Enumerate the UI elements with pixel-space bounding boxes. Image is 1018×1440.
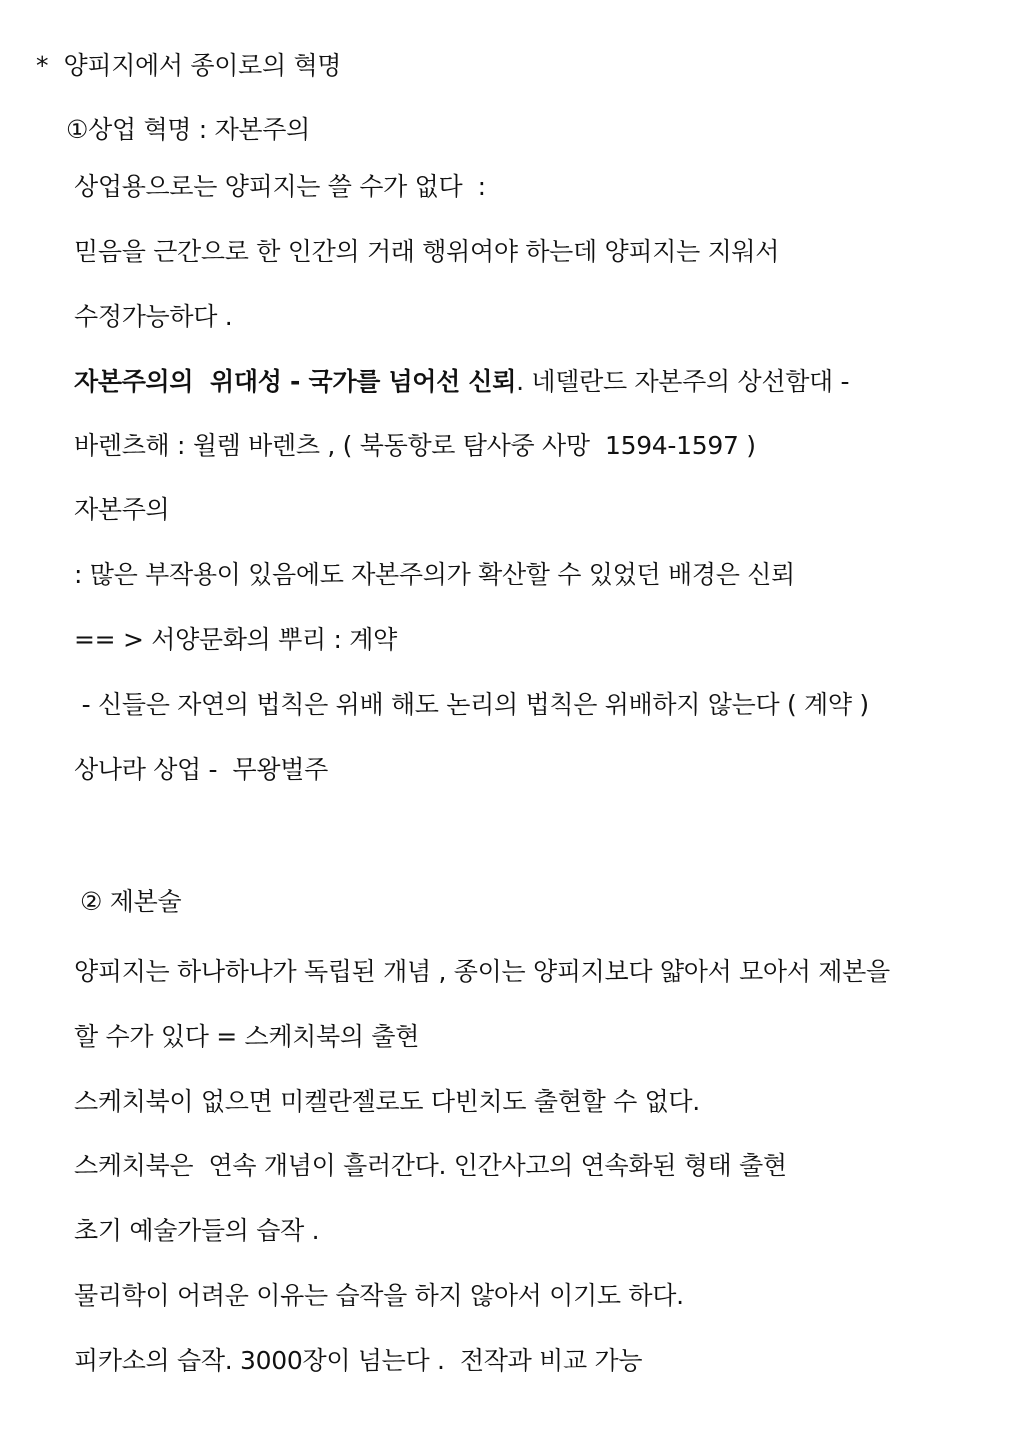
- text-line: 수정가능하다 .: [74, 302, 233, 331]
- text-line: 스케치북이 없으면 미켈란젤로도 다빈치도 출현할 수 없다.: [74, 1087, 700, 1116]
- text-line: - 신들은 자연의 법칙은 위배 해도 논리의 법칙은 위배하지 않는다 ( 계약 ): [74, 690, 869, 719]
- text-line: 할 수가 있다 = 스케치북의 출현: [74, 1022, 420, 1051]
- subsection-heading-bookbinding: ② 제본술: [80, 887, 182, 916]
- text-line: : 많은 부작용이 있음에도 자본주의가 확산할 수 있었던 배경은 신뢰: [74, 560, 795, 589]
- subsection-heading-commerce: ①상업 혁명 : 자본주의: [66, 115, 310, 144]
- text-line: 물리학이 어려운 이유는 습작을 하지 않아서 이기도 하다.: [74, 1281, 684, 1310]
- text-line: == > 서양문화의 뿌리 : 계약: [74, 625, 397, 654]
- text-line: 피카소의 습작. 3000장이 넘는다 . 전작과 비교 가능: [74, 1346, 643, 1375]
- text-line: 초기 예술가들의 습작 .: [74, 1216, 320, 1245]
- text-line: 믿음을 근간으로 한 인간의 거래 행위여야 하는데 양피지는 지워서: [74, 237, 780, 266]
- bold-phrase: 자본주의의 위대성 - 국가를 넘어선 신뢰: [74, 367, 517, 396]
- text-line: 자본주의: [74, 495, 170, 524]
- text-line-mixed: [74, 366, 849, 398]
- text-line: 스케치북은 연속 개념이 흘러간다. 인간사고의 연속화된 형태 출현: [74, 1151, 787, 1180]
- section-title: * 양피지에서 종이로의 혁명: [36, 51, 342, 80]
- text-line: 양피지는 하나하나가 독립된 개념 , 종이는 양피지보다 얇아서 모아서 제본을: [74, 957, 890, 986]
- text-line: 상나라 상업 - 무왕벌주: [74, 755, 328, 784]
- text-line: 상업용으로는 양피지는 쓸 수가 없다 :: [74, 172, 486, 201]
- text-continuation: . 네델란드 자본주의 상선함대 -: [516, 367, 850, 396]
- text-line: 바렌츠해 : 윌렘 바렌츠 , ( 북동항로 탐사중 사망 1594-1597 ): [74, 431, 756, 460]
